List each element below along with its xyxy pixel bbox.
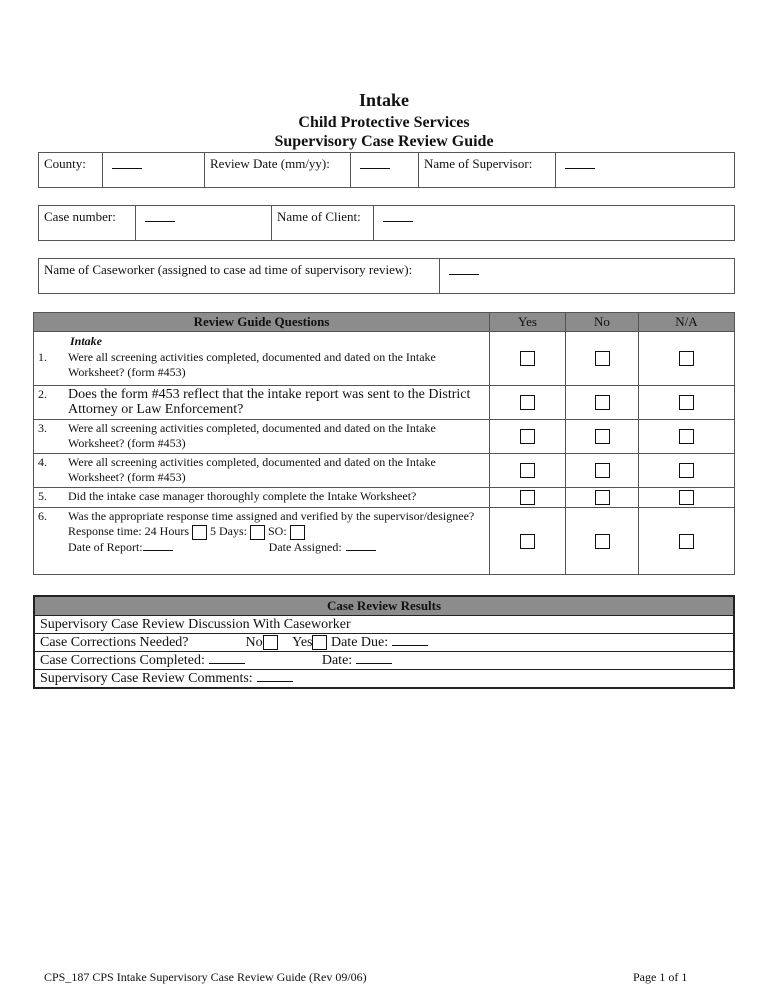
no-checkbox[interactable] <box>595 534 610 549</box>
date-label: Date: <box>321 653 353 668</box>
review-date-field[interactable] <box>351 153 419 187</box>
question-text: Did the intake case manager thoroughly complete the Intake Worksheet? <box>68 489 417 503</box>
footer-form-id: CPS_187 CPS Intake Supervisory Case Review Guide (Rev 09/06) <box>44 970 367 984</box>
question-text: Was the appropriate response time assigned and verified by the supervisor/designee? <box>68 509 475 523</box>
question-number: 6. <box>38 509 47 523</box>
so-label: SO: <box>268 524 287 538</box>
footer-page-number: Page 1 of 1 <box>633 970 688 984</box>
county-field[interactable] <box>103 153 205 187</box>
na-checkbox[interactable] <box>679 534 694 549</box>
corrections-completed-row <box>34 652 734 670</box>
na-checkbox[interactable] <box>679 490 694 505</box>
comments-label: Supervisory Case Review Comments: <box>40 671 253 686</box>
header-yes: Yes <box>490 313 566 332</box>
table-row <box>34 386 735 420</box>
question-number: 4. <box>38 455 47 469</box>
comments-field[interactable] <box>257 681 293 682</box>
yes-checkbox[interactable] <box>520 463 535 478</box>
24-hours-checkbox[interactable] <box>192 525 207 540</box>
so-checkbox[interactable] <box>290 525 305 540</box>
results-header: Case Review Results <box>34 596 734 616</box>
corrections-completed-label: Case Corrections Completed: <box>40 653 205 668</box>
corrections-needed-label: Case Corrections Needed? <box>40 635 189 650</box>
na-checkbox[interactable] <box>679 429 694 444</box>
5-days-label: 5 Days: <box>210 524 247 538</box>
info-row-3 <box>38 258 735 294</box>
info-row-2 <box>38 205 735 241</box>
question-number: 1. <box>38 350 47 364</box>
yes-checkbox[interactable] <box>520 534 535 549</box>
form-title: Intake <box>358 90 409 110</box>
date-assigned-field[interactable] <box>346 550 376 551</box>
yes-checkbox[interactable] <box>312 635 327 650</box>
header-na: N/A <box>639 313 735 332</box>
client-label: Name of Client: <box>272 206 374 240</box>
caseworker-label: Name of Caseworker (assigned to case ad time of supervisory review): <box>39 259 440 293</box>
table-row <box>34 508 735 575</box>
table-row <box>34 488 735 508</box>
no-checkbox[interactable] <box>263 635 278 650</box>
question-number: 3. <box>38 421 47 435</box>
date-due-label: Date Due: <box>330 635 389 650</box>
question-number: 5. <box>38 489 47 503</box>
caseworker-field[interactable] <box>440 259 734 293</box>
question-text: Were all screening activities completed, documented and dated on the Intake Worksheet? (form #453) <box>68 350 436 379</box>
corrections-needed-row <box>34 634 734 652</box>
discussion-row: Supervisory Case Review Discussion With Caseworker <box>34 616 734 634</box>
no-checkbox[interactable] <box>595 395 610 410</box>
response-time-label: Response time: 24 Hours <box>68 524 189 538</box>
question-text: Were all screening activities completed, documented and dated on the Intake Worksheet? (form #453) <box>68 421 436 450</box>
info-row-1 <box>38 152 735 188</box>
review-date-label: Review Date (mm/yy): <box>205 153 351 187</box>
no-checkbox[interactable] <box>595 490 610 505</box>
yes-label: Yes <box>292 635 313 650</box>
date-assigned-label: Date Assigned: <box>268 539 342 554</box>
no-checkbox[interactable] <box>595 463 610 478</box>
header-no: No <box>566 313 639 332</box>
section-label: Intake <box>70 334 103 348</box>
na-checkbox[interactable] <box>679 351 694 366</box>
form-subtitle-2: Supervisory Case Review Guide <box>274 133 494 150</box>
county-label: County: <box>39 153 103 187</box>
case-number-field[interactable] <box>136 206 272 240</box>
na-checkbox[interactable] <box>679 463 694 478</box>
supervisor-label: Name of Supervisor: <box>419 153 556 187</box>
corrections-completed-field[interactable] <box>209 663 245 664</box>
yes-checkbox[interactable] <box>520 395 535 410</box>
date-of-report-field[interactable] <box>143 550 173 551</box>
date-due-field[interactable] <box>392 645 428 646</box>
no-label: No <box>245 635 263 650</box>
question-text: Does the form #453 reflect that the intake report was sent to the District Attorney or Law Enforcement? <box>68 387 471 417</box>
question-number: 2. <box>38 387 47 401</box>
na-checkbox[interactable] <box>679 395 694 410</box>
no-checkbox[interactable] <box>595 351 610 366</box>
comments-row <box>34 670 734 689</box>
table-row <box>34 332 735 386</box>
yes-checkbox[interactable] <box>520 351 535 366</box>
date-of-report-label: Date of Report: <box>68 539 143 554</box>
table-row <box>34 420 735 454</box>
supervisor-field[interactable] <box>556 153 734 187</box>
review-questions-table <box>33 312 735 575</box>
form-subtitle: Child Protective Services <box>298 114 470 131</box>
date-field[interactable] <box>356 663 392 664</box>
yes-checkbox[interactable] <box>520 429 535 444</box>
table-row <box>34 454 735 488</box>
case-number-label: Case number: <box>39 206 136 240</box>
no-checkbox[interactable] <box>595 429 610 444</box>
client-field[interactable] <box>374 206 734 240</box>
yes-checkbox[interactable] <box>520 490 535 505</box>
header-questions: Review Guide Questions <box>34 313 490 332</box>
5-days-checkbox[interactable] <box>250 525 265 540</box>
question-text: Were all screening activities completed, documented and dated on the Intake Worksheet? (form #453) <box>68 455 436 484</box>
case-review-results-table <box>33 595 735 689</box>
